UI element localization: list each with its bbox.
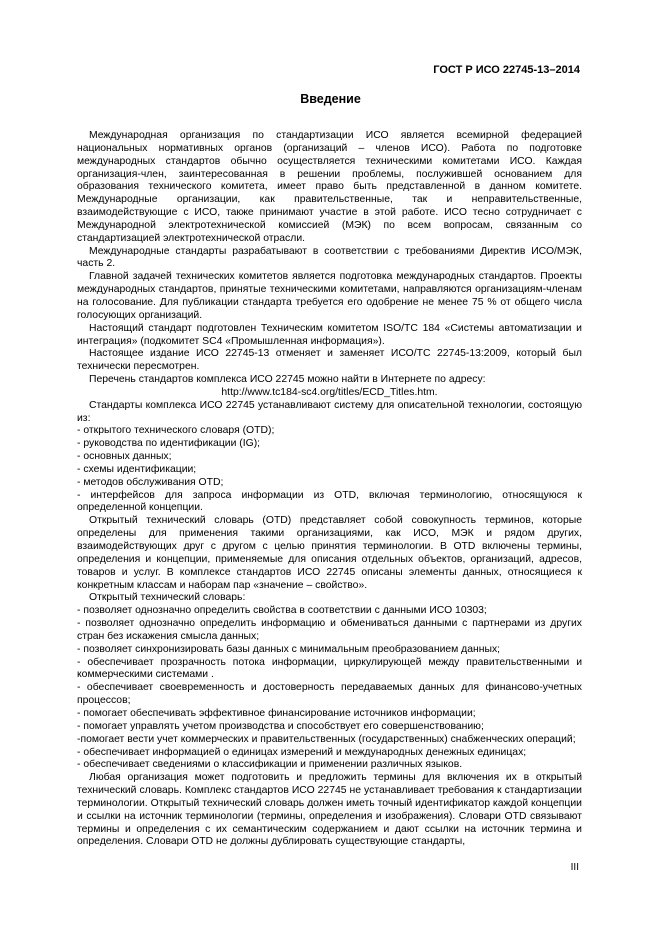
list-item: - обеспечивает своевременность и достоверность передаваемых данных для финансово-учетных процессов; <box>77 682 582 707</box>
page-number: III <box>570 862 579 873</box>
list-item: - обеспечивает прозрачность потока информации, циркулирующей между правительственными и коммерческими системами . <box>77 656 582 681</box>
paragraph: Настоящий стандарт подготовлен Техническим комитетом ISO/TC 184 «Системы автоматизации и интеграция» (подкомитет SC4 «Промышленная информация»). <box>77 322 582 347</box>
list-item: - интерфейсов для запроса информации из OTD, включая терминологию, относящуюся к определенной концепции. <box>77 489 582 514</box>
list-item: - помогает обеспечивать эффективное финансирование источников информации; <box>77 707 476 719</box>
paragraph: Стандарты комплекса ИСО 22745 устанавливают систему для описательной технологии, состоящую из: <box>77 399 582 424</box>
document-body <box>77 130 582 849</box>
paragraph: Перечень стандартов комплекса ИСО 22745 можно найти в Интернете по адресу: <box>89 374 486 386</box>
list-item: - обеспечивает сведениями о классификации и применении различных языков. <box>77 759 463 771</box>
list-item: - помогает управлять учетом производства и способствует его совершенствованию; <box>77 720 484 732</box>
list-item: - руководства по идентификации (IG); <box>77 438 261 450</box>
url-line: http://www.tc184-sc4.org/titles/ECD_Titles.htm. <box>221 386 438 398</box>
document-code: ГОСТ Р ИСО 22745-13–2014 <box>433 64 580 76</box>
list-item: - основных данных; <box>77 451 172 463</box>
paragraph: Открытый технический словарь: <box>89 592 246 604</box>
list-item: - позволяет однозначно определить свойства в соответствии с данными ИСО 10303; <box>77 605 487 617</box>
paragraph: Любая организация может подготовить и предложить термины для включения их в открытый технический словарь. Комплекс стандартов ИСО 22745 не устанавливает требования к стандартизации терминологии. Открытый технический словарь должен иметь точный идентификатор каждой концепции и ссылки на источник терминологии (термины, определения и изображения). Словари OTD связывают термины и определения с их семантическим содержанием и дают ссылки на источник термина и определения. Словари OTD не должны дублировать существующие стандарты, <box>77 772 582 848</box>
list-item: -помогает вести учет коммерческих и правительственных (государственных) снабженческих операций; <box>77 733 576 745</box>
paragraph: Главной задачей технических комитетов является подготовка международных стандартов. Проекты международных стандартов, принятые техническими комитетами, направляются организациям-членам на голосование. Для публикации стандарта требуется его одобрение не менее 75 % от общего числа голосующих организаций. <box>77 271 582 321</box>
list-item: - методов обслуживания OTD; <box>77 476 224 488</box>
list-item: - открытого технического словаря (OTD); <box>77 425 275 437</box>
list-item: - схемы идентификации; <box>77 463 197 475</box>
list-item: - обеспечивает информацией о единицах измерений и международных денежных единицах; <box>77 746 527 758</box>
paragraph: Международная организация по стандартизации ИСО является всемирной федерацией национальных нормативных органов (организаций – членов ИСО). Работа по подготовке международных стандартов обычно осуществляется техническими комитетами ИСО. Каждая организация-член, заинтересованная в решении проблемы, послужившей основанием для образования технического комитета, имеет право быть представленной в данном комитете. Международные организации, как правительственные, так и неправительственные, взаимодействующие с ИСО, также принимают участие в этой работе. ИСО тесно сотрудничает с Международной электротехнической комиссией (МЭК) по всем вопросам, связанным со стандартизацией электротехнической отрасли. <box>77 130 582 244</box>
list-item: - позволяет однозначно определить информацию и обмениваться данными с партнерами из других стран без искажения смысла данных; <box>77 618 582 642</box>
paragraph: Открытый технический словарь (OTD) представляет собой совокупность терминов, которые определены для применения такими организациями, как ИСО, МЭК и рядом других, взаимодействующих друг с другом с целью принятия терминологии. В OTD включены термины, определения и концепции, применяемые для описания отдельных объектов, организаций, адресов, товаров и услуг. В комплексе стандартов ИСО 22745 описаны элементы данных, относящиеся к конкретным классам и наборам пар «значение – свойство». <box>77 515 582 591</box>
paragraph: Настоящее издание ИСО 22745-13 отменяет и заменяет ИСО/ТС 22745-13:2009, который был технически пересмотрен. <box>77 348 582 373</box>
list-item: - позволяет синхронизировать базы данных с минимальным преобразованием данных; <box>77 643 501 655</box>
page-title: Введение <box>300 92 361 106</box>
paragraph: Международные стандарты разрабатывают в соответствии с требованиями Директив ИСО/МЭК, часть 2. <box>77 245 582 270</box>
